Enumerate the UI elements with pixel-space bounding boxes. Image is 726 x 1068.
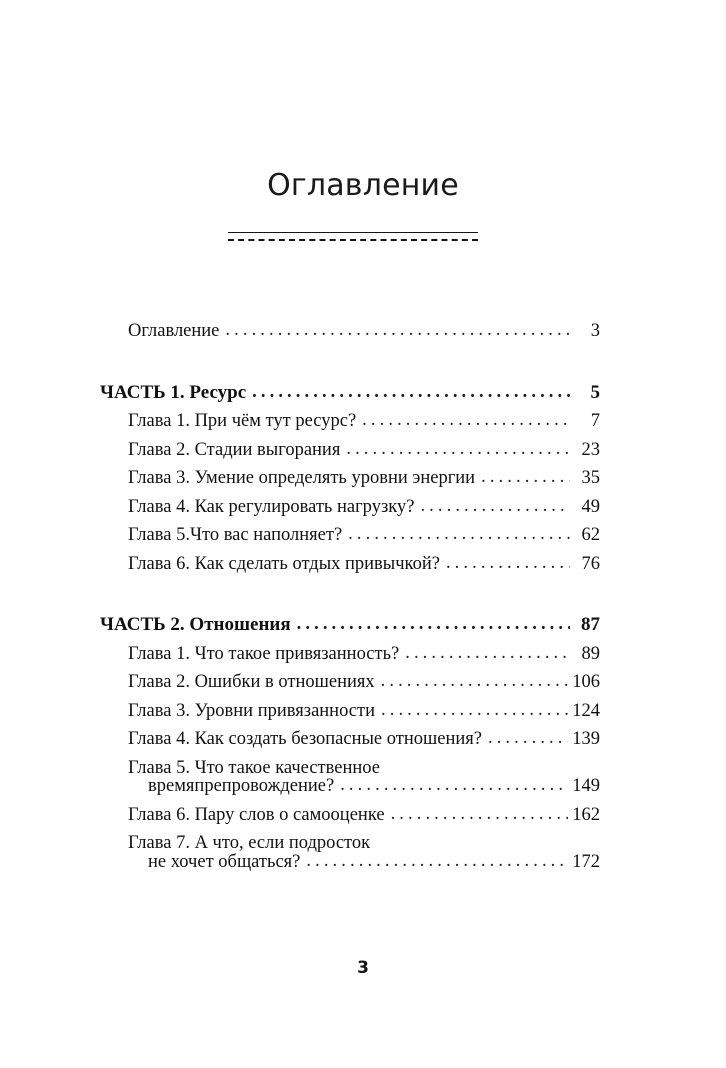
toc-entry-label-line-1: Глава 5. Что такое качественное (128, 757, 380, 778)
toc-entry-p1-ch4[interactable] (100, 498, 600, 517)
toc-entry-page: 7 (590, 411, 600, 431)
toc-entry-p2-ch3[interactable] (100, 702, 600, 721)
dot-leader (405, 644, 570, 663)
dot-leader (481, 468, 570, 487)
dot-leader (340, 776, 568, 795)
toc-entry-label: Глава 1. При чём тут ресурс? (128, 411, 357, 431)
toc-entry-p1-ch2[interactable] (100, 441, 600, 460)
dot-leader (391, 805, 569, 824)
toc-part-page: 5 (590, 381, 600, 403)
dot-leader (381, 701, 568, 720)
toc-entry-label-line-1: Глава 7. А что, если подросток (128, 833, 371, 853)
toc-entry-page: 106 (572, 672, 600, 692)
dot-leader (446, 554, 570, 573)
toc-entry-page: 139 (572, 729, 600, 749)
toc-entry-label: Глава 5.Что вас наполняет? (128, 525, 343, 545)
toc-entry-page: 49 (581, 496, 600, 517)
dot-leader (252, 383, 570, 402)
page-folio: 3 (357, 958, 369, 978)
toc-entry-label: Глава 3. Умение определять уровни энергии (128, 468, 476, 488)
toc-entry-p1-ch6[interactable] (100, 555, 600, 574)
toc-entry-p2-ch2[interactable] (100, 673, 600, 692)
title-divider (228, 232, 478, 244)
toc-entry-page: 35 (581, 468, 600, 488)
toc-entry-page: 89 (581, 643, 600, 664)
toc-entry-p2-ch6[interactable] (100, 806, 600, 825)
toc-part-page: 87 (581, 614, 600, 635)
toc-entry-p1-ch1[interactable] (100, 412, 600, 431)
toc-entry-label: Глава 2. Стадии выгорания (128, 439, 341, 460)
section-spacer (100, 573, 600, 615)
toc-entry-label: Глава 4. Как регулировать нагрузку? (128, 496, 415, 517)
toc-entry-label-line-2: не хочет общаться? (148, 851, 301, 872)
toc-part-label: ЧАСТЬ 2. Отношения (100, 614, 291, 635)
toc-entry-p2-ch5[interactable] (100, 759, 600, 796)
toc-entry-page: 149 (572, 776, 600, 796)
page-title: Оглавление (267, 168, 459, 203)
toc-entry-page: 23 (581, 439, 600, 460)
toc-entry-front-matter[interactable] (100, 322, 600, 341)
dot-leader (348, 525, 570, 544)
toc-entry-page: 3 (590, 321, 600, 341)
toc-entry-line-2 (100, 853, 600, 872)
toc-entry-p1-ch3[interactable] (100, 469, 600, 488)
toc-entry-label-line-2: времяпрепровождение? (148, 776, 335, 796)
toc-part-heading-1[interactable] (100, 383, 600, 403)
divider-solid-rule (228, 232, 478, 233)
toc-entry-label: Оглавление (128, 321, 220, 341)
toc-entry-label: Глава 1. Что такое привязанность? (128, 643, 400, 664)
divider-dashed-rule (228, 239, 478, 241)
toc-entry-page: 76 (581, 553, 600, 574)
toc-entry-label: Глава 4. Как создать безопасные отношения? (128, 729, 482, 749)
dot-leader (488, 729, 568, 748)
toc-entry-label: Глава 3. Уровни привязанности (128, 700, 375, 721)
dot-leader (362, 411, 570, 430)
toc-entry-line-2 (100, 777, 600, 796)
toc-part-heading-2[interactable] (100, 615, 600, 635)
section-spacer (100, 341, 600, 383)
toc-entry-label: Глава 6. Как сделать отдых привычкой? (128, 553, 440, 574)
dot-leader (297, 615, 570, 634)
toc-entry-p1-ch5[interactable] (100, 526, 600, 545)
dot-leader (381, 672, 569, 691)
dot-leader (306, 852, 568, 871)
toc-entry-p2-ch4[interactable] (100, 730, 600, 749)
toc-entry-p2-ch1[interactable] (100, 645, 600, 664)
row-gap (100, 749, 600, 759)
toc-entry-page: 162 (572, 804, 600, 825)
dot-leader (346, 440, 570, 459)
toc-entries (100, 322, 600, 871)
toc-entry-label: Глава 2. Ошибки в отношениях (128, 672, 375, 692)
toc-entry-page: 62 (581, 525, 600, 545)
toc-part-label: ЧАСТЬ 1. Ресурс (100, 381, 247, 403)
toc-entry-p2-ch7[interactable] (100, 834, 600, 871)
toc-entry-page: 124 (572, 700, 600, 721)
toc-entry-label: Глава 6. Пару слов о самооценке (128, 804, 385, 825)
dot-leader (420, 497, 570, 516)
toc-entry-page: 172 (572, 851, 600, 872)
dot-leader (225, 321, 570, 340)
